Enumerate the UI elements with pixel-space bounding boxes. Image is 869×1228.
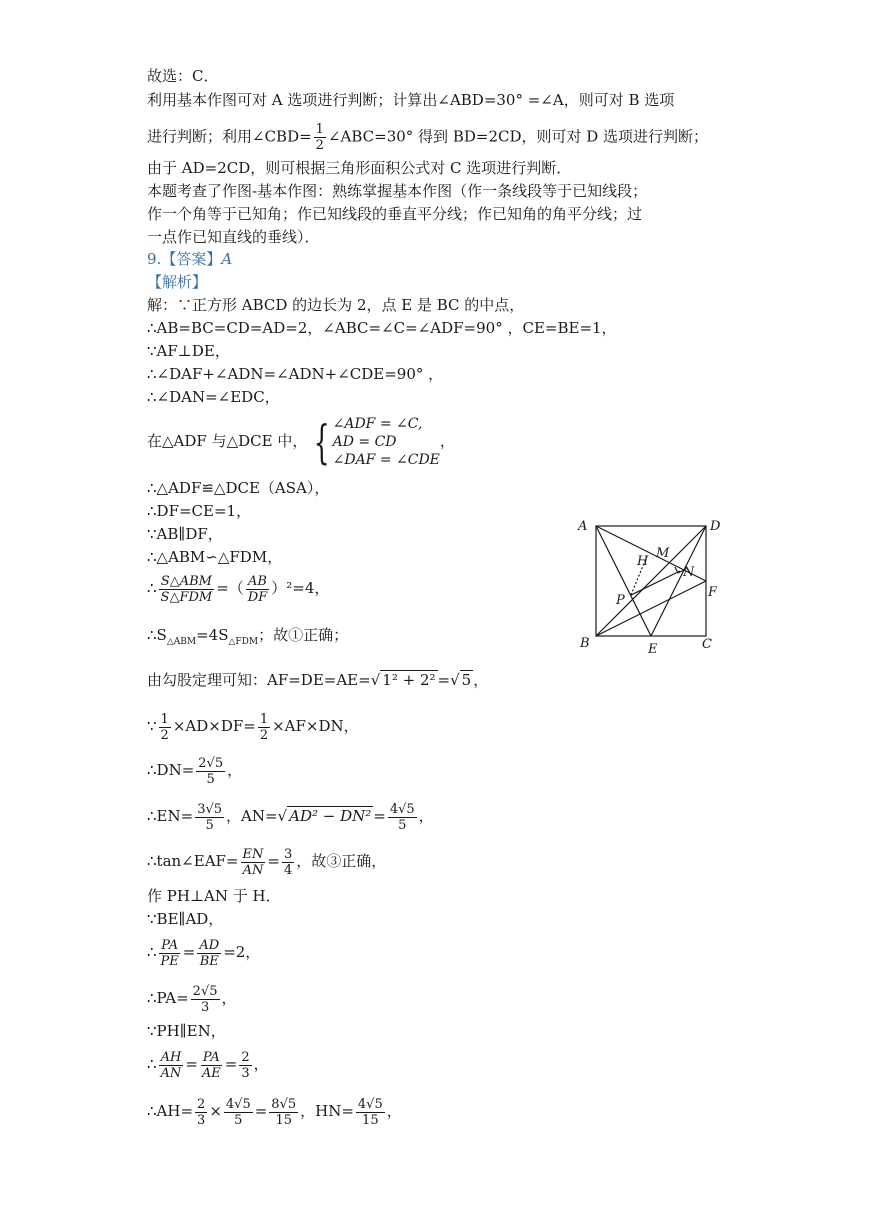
answer-line: 9.【答案】A	[147, 250, 233, 268]
text-line: ∴tan∠EAF= $\frac{EN}{AN}$ = $\frac{3}{4}$ ，故③正确，	[147, 846, 387, 878]
fraction: $\frac{1}{2}$	[315, 122, 324, 153]
text-line: 故选：C．	[147, 67, 219, 85]
label-f: F	[708, 585, 718, 600]
label-d: D	[710, 519, 721, 534]
text-line: ∴DN= $\frac{2√5}{5}$ ，	[147, 755, 243, 787]
text-line: ∴DF=CE=1，	[147, 502, 252, 520]
text-line: ∴AH= $\frac{2}{3}$ × $\frac{4√5}{5}$ = $\frac{8√5}{15}$ ，HN= $\frac{4√5}{15}$ ，	[147, 1096, 402, 1128]
text-line: 进行判断；利用∠CBD= $\frac{1}{2}$ ∠ABC=30° 得到 BD=2CD，则可对 D 选项进行判断；	[147, 122, 709, 153]
text-line: 由勾股定理可知：AF=DE=AE=√ 1² + 2² =√ 5 ，	[147, 671, 489, 689]
text-line: 本题考查了作图-基本作图：熟练掌握基本作图（作一条线段等于已知线段；	[147, 182, 648, 200]
segment-bf	[596, 581, 706, 636]
analysis-heading: 【解析】	[147, 273, 208, 291]
label-a: A	[578, 519, 588, 534]
text-line: ∴PA= $\frac{2√5}{3}$ ，	[147, 983, 237, 1015]
text-line: 作 PH⊥AN 于 H．	[147, 887, 281, 905]
geometry-figure	[574, 514, 726, 660]
text-line: ∴△ABM∽△FDM，	[147, 548, 283, 566]
label-b: B	[580, 636, 590, 651]
text-line: $\therefore S_{\triangle ABM}=4S_{\triangle FDM}$；故①正确；	[147, 626, 349, 647]
text-line: ∴△ADF≌△DCE（ASA），	[147, 479, 330, 497]
text-line: ∴ $\frac{AH}{AN}$ = $\frac{PA}{AE}$ = $\frac{2}{3}$ ，	[147, 1049, 269, 1081]
text-line: ∵AF⊥DE，	[147, 342, 230, 360]
text-line: ∵AB∥DF，	[147, 525, 223, 543]
text-line: ∴∠DAN=∠EDC，	[147, 388, 280, 406]
brace: {	[313, 415, 331, 469]
equation-system-line: 在△ADF 与△DCE 中， { ∠ADF = ∠C, AD = CD ∠DAF = ∠CDE ，	[147, 415, 455, 469]
ratio-line: ∴ $\frac{\text{S△ABM}}{\text{S△FDM}}$ =（ $\frac{AB}{DF}$ ）²=4，	[147, 573, 330, 605]
text-line: ∴AB=BC=CD=AD=2，∠ABC=∠C=∠ADF=90° ，CE=BE=1，	[147, 319, 617, 337]
segment-ae	[596, 526, 651, 636]
text-line: ∵PH∥EN，	[147, 1022, 226, 1040]
label-e: E	[648, 642, 658, 657]
text-line: 利用基本作图可对 A 选项进行判断；计算出∠ABD=30° =∠A，则可对 B 选项	[147, 91, 675, 109]
text-line: ∵ $\frac{1}{2}$ ×AD×DF= $\frac{1}{2}$ ×AF×DN，	[147, 711, 359, 743]
label-c: C	[702, 637, 712, 652]
equation-system: ∠ADF = ∠C, AD = CD ∠DAF = ∠CDE	[332, 416, 440, 468]
label-m: M	[656, 546, 670, 561]
segment-bd	[596, 526, 706, 636]
text-line: ∴∠DAF+∠ADN=∠ADN+∠CDE=90° ，	[147, 365, 444, 383]
label-n: N	[683, 565, 695, 580]
text-line: ∴ $\frac{PA}{PE}$ = $\frac{AD}{BE}$ =2，	[147, 937, 261, 969]
label-p: P	[616, 593, 625, 608]
text-line: 一点作已知直线的垂线）．	[147, 228, 320, 246]
label-h: H	[637, 554, 649, 569]
text-line: 由于 AD=2CD，则可根据三角形面积公式对 C 选项进行判断．	[147, 159, 572, 177]
text-line: 作一个角等于已知角；作已知线段的垂直平分线；作已知角的角平分线；过	[147, 205, 643, 223]
text-line: ∴EN= $\frac{3√5}{5}$ ，AN=√ AD² − DN² = $\frac{4√5}{5}$ ，	[147, 801, 434, 833]
text-line: 解：∵正方形 ABCD 的边长为 2，点 E 是 BC 的中点，	[147, 296, 525, 314]
text-line: ∵BE∥AD，	[147, 910, 224, 928]
